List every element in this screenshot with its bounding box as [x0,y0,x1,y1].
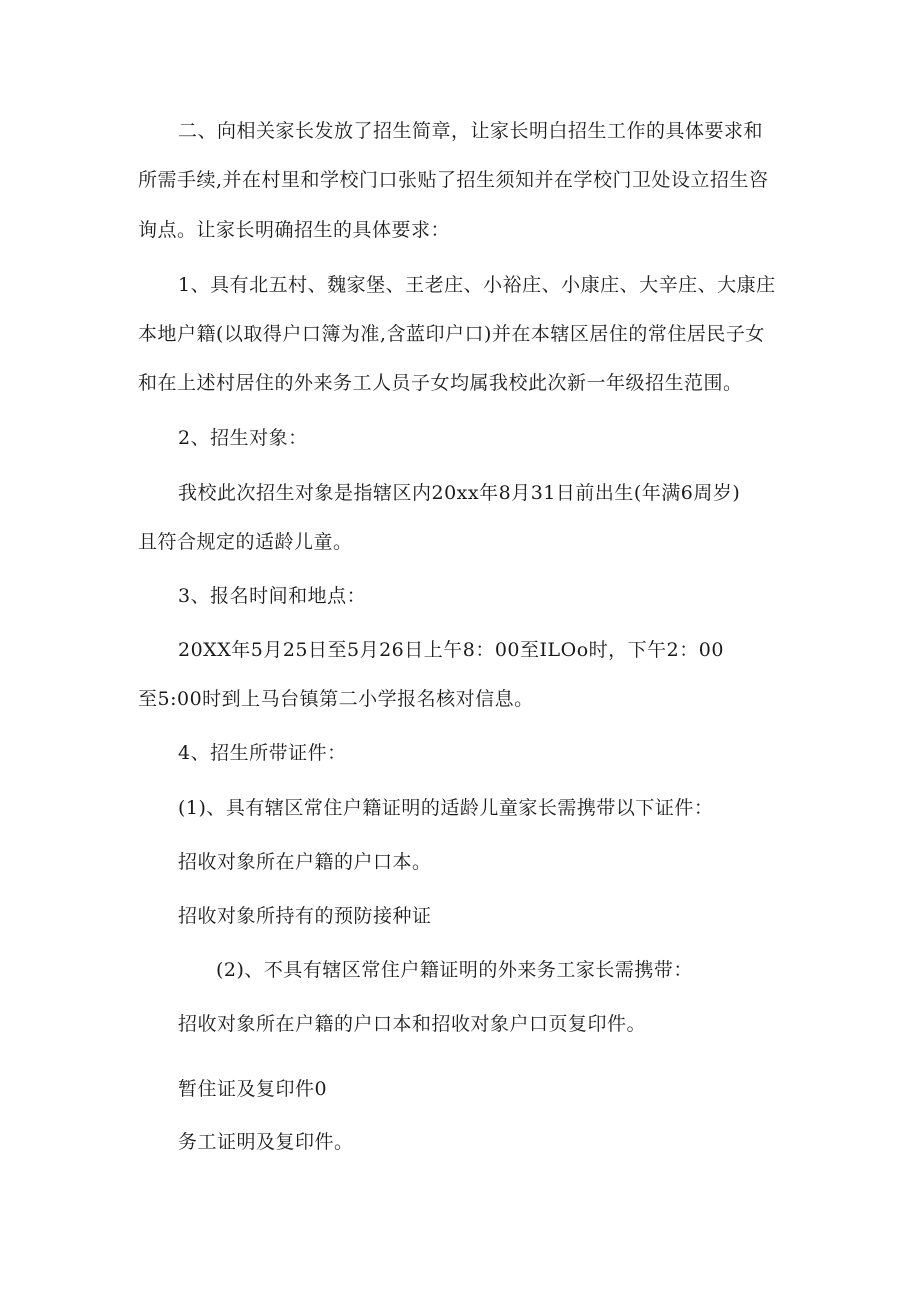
text-line-3: 询点。让家长明确招生的具体要求： [138,219,451,241]
text-line-17: (2)、不具有辖区常住户籍证明的外来务工家长需携带： [216,959,693,981]
text-line-11: 20XX年5月25日至5月26日上午8：00至ILOo时，下午2：00 [178,639,724,661]
text-line-13: 4、招生所带证件： [178,742,347,764]
text-line-4: 1、具有北五村、魏家堡、王老庄、小裕庄、小康庄、大辛庄、大康庄 [178,274,776,296]
text-line-6: 和在上述村居住的外来务工人员子女均属我校此次新一年级招生范围。 [138,372,743,394]
text-line-5: 本地户籍(以取得户口簿为准,含蓝印户口)并在本辖区居住的常住居民子女 [138,323,765,345]
text-line-18: 招收对象所在户籍的户口本和招收对象户口页复印件。 [178,1013,647,1035]
text-line-16: 招收对象所持有的预防接种证 [178,905,432,927]
text-line-15: 招收对象所在户籍的户口本。 [178,851,432,873]
text-line-1: 二、向相关家长发放了招生简章，让家长明白招生工作的具体要求和 [178,120,764,142]
text-line-9: 且符合规定的适龄儿童。 [138,531,353,553]
text-line-14: (1)、具有辖区常住户籍证明的适龄儿童家长需携带以下证件： [178,797,714,819]
text-line-7: 2、招生对象： [178,427,308,449]
text-line-2: 所需手续,并在村里和学校门口张贴了招生须知并在学校门卫处设立招生咨 [138,169,769,191]
text-line-8: 我校此次招生对象是指辖区内20xx年8月31日前出生(年满6周岁) [178,482,741,504]
text-line-10: 3、报名时间和地点： [178,585,367,607]
text-line-19: 暂住证及复印件0 [178,1078,328,1100]
text-line-20: 务工证明及复印件。 [178,1131,354,1153]
text-line-12: 至5:00时到上马台镇第二小学报名核对信息。 [138,688,534,710]
